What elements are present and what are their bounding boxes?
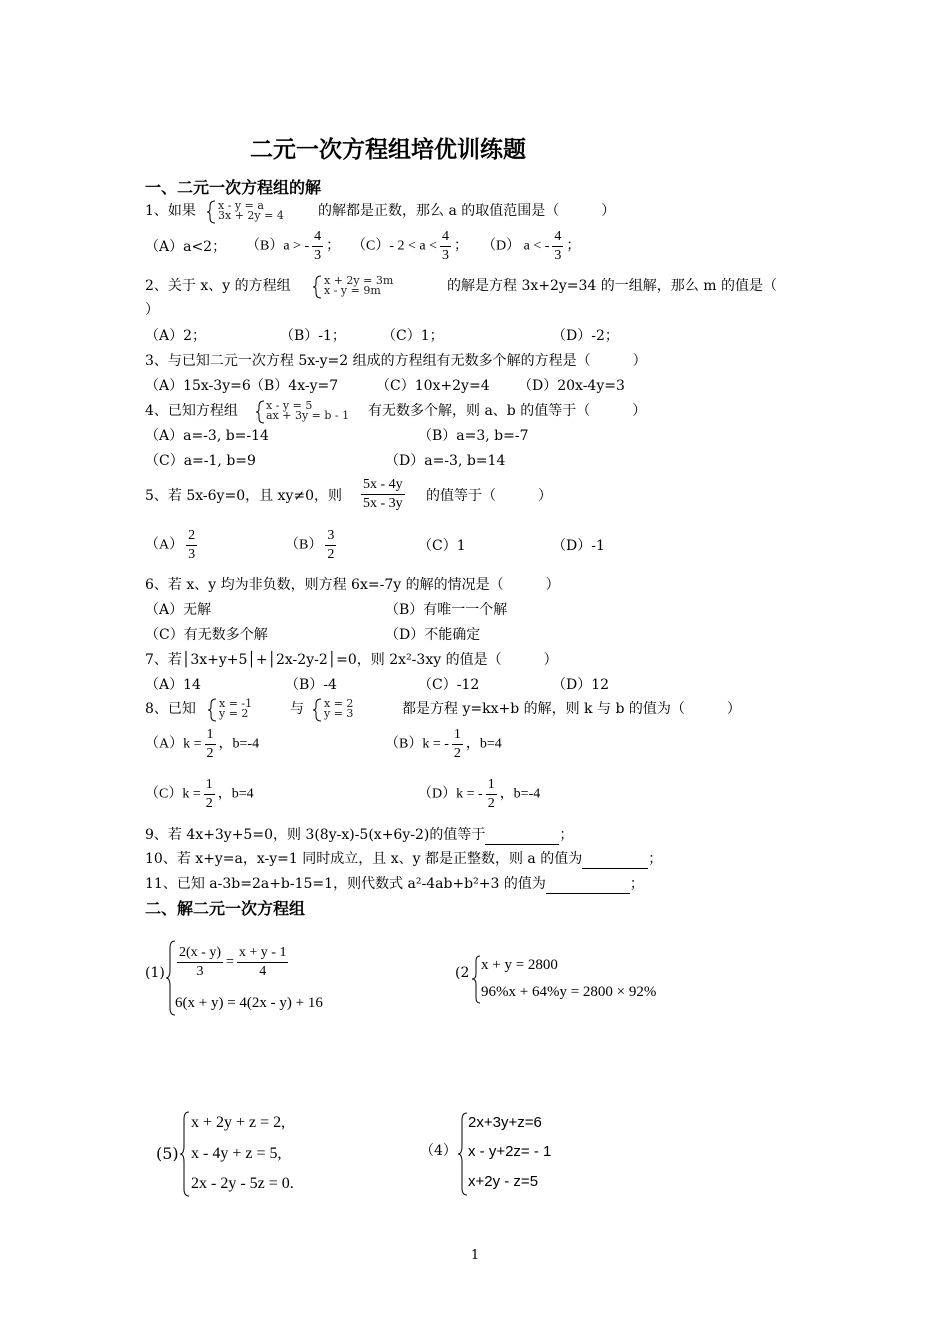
question-6-text: 6、若 x、y 均为非负数，则方程 6x=-7y 的解的情况是（ ） xyxy=(145,577,560,593)
question-5-option-d: （D）-1 xyxy=(552,538,605,554)
question-7-text: 7、若│3x+y+5│+│2x-2y-2│=0，则 2x²-3xy 的值是（ ） xyxy=(145,652,558,668)
question-3-option-d: （D）20x-4y=3 xyxy=(518,378,625,394)
numerator: 4 xyxy=(312,228,323,247)
fraction xyxy=(440,228,451,265)
numerator: 3 xyxy=(325,527,336,546)
option-text: k = xyxy=(183,736,202,752)
question-1-system xyxy=(218,201,284,221)
question-6-option-c: （C）有无数多个解 xyxy=(145,627,268,643)
question-2-option-d: （D）-2； xyxy=(552,328,619,344)
option-text: （D） a < - xyxy=(482,238,550,254)
problem-5-line-3: 2x - 2y - 5z = 0. xyxy=(191,1175,294,1192)
denominator: 2 xyxy=(327,547,335,562)
brace-icon xyxy=(180,1111,190,1197)
question-8-option-b xyxy=(385,726,502,763)
system-line: x + 2y = 3m xyxy=(324,274,394,287)
question-7-option-a: （A）14 xyxy=(145,677,201,693)
option-label: （B） xyxy=(385,736,423,752)
brace-icon xyxy=(313,698,323,722)
question-3-option-c: （C）10x+2y=4 xyxy=(376,378,490,394)
denominator: 3 xyxy=(188,547,196,562)
system-line: x = -1 xyxy=(219,697,253,710)
denominator: 3 xyxy=(442,248,450,263)
numerator: 2(x - y) xyxy=(177,944,223,963)
numerator: 1 xyxy=(205,726,216,745)
option-text: k = - xyxy=(422,736,449,752)
denominator: 4 xyxy=(259,964,267,979)
question-6-option-b: （B）有唯一一个解 xyxy=(385,602,508,618)
system-line: x - y = 9m xyxy=(324,284,381,297)
fraction xyxy=(361,476,405,513)
option-text: ，b=-4 xyxy=(499,786,541,802)
option-text: k = - xyxy=(456,786,483,802)
denominator: 2 xyxy=(206,746,214,761)
question-4-intro: 4、已知方程组 xyxy=(145,403,238,419)
system-line: y = 3 xyxy=(324,707,354,720)
fraction xyxy=(552,228,563,265)
numerator: x + y - 1 xyxy=(237,944,289,963)
answer-blank[interactable] xyxy=(582,850,648,869)
fraction xyxy=(186,527,197,564)
question-11-text: 11、已知 a-3b=2a+b-15=1，则代数式 a²-4ab+b²+3 的值为 xyxy=(145,876,546,892)
question-7-option-c: （C）-12 xyxy=(418,677,480,693)
question-3-option-a: （A）15x-3y=6 xyxy=(145,378,251,394)
option-text: （C）- 2 < a < xyxy=(352,238,438,254)
question-1-text: 的解都是正数，那么 a 的取值范围是（ ） xyxy=(318,203,616,219)
page-title: 二元一次方程组培优训练题 xyxy=(250,137,526,163)
denominator: 2 xyxy=(487,796,495,811)
question-11-end: ； xyxy=(629,876,644,892)
question-5-fraction xyxy=(358,476,408,513)
brace-icon xyxy=(256,400,266,424)
page-number: 1 xyxy=(470,1248,480,1263)
numerator: 1 xyxy=(486,776,497,795)
question-10-text: 10、若 x+y=a，x-y=1 同时成立，且 x、y 都是正整数，则 a 的值为 xyxy=(145,851,583,867)
numerator: 1 xyxy=(452,726,463,745)
option-label: （D） xyxy=(418,786,457,802)
question-2-option-a: （A）2； xyxy=(145,328,207,344)
question-8-system-1 xyxy=(219,699,252,719)
system-line: x - y = 5 xyxy=(266,399,313,412)
fraction xyxy=(312,228,323,265)
problem-5-line-1: x + 2y + z = 2, xyxy=(191,1114,286,1131)
brace-icon xyxy=(458,1112,468,1196)
question-5-option-b xyxy=(285,527,339,564)
separator: ； xyxy=(326,238,341,254)
question-10 xyxy=(145,850,662,869)
question-9 xyxy=(145,826,573,845)
problem-1-line-2: 6(x + y) = 4(2x - y) + 16 xyxy=(175,995,323,1011)
problem-1-line-1 xyxy=(174,944,291,981)
system-line: x - y = a xyxy=(218,199,264,212)
system-line: y = 2 xyxy=(219,707,249,720)
question-3-option-b: （B）4x-y=7 xyxy=(250,378,339,394)
question-2-close: ） xyxy=(145,302,159,318)
option-label: （A） xyxy=(145,537,184,553)
numerator: 1 xyxy=(204,776,215,795)
system-line: ax + 3y = b - 1 xyxy=(266,409,350,422)
fraction xyxy=(237,944,289,981)
problem-1-label: (1) xyxy=(145,965,165,981)
question-1-option-c xyxy=(352,228,468,265)
question-8-option-c xyxy=(145,776,254,813)
question-4-text: 有无数多个解，则 a、b 的值等于（ ） xyxy=(368,403,647,419)
numerator: 4 xyxy=(552,228,563,247)
question-4-option-d: （D）a=-3, b=14 xyxy=(385,453,506,469)
question-1-option-b xyxy=(246,228,340,265)
problem-2-label: (2 xyxy=(455,965,470,981)
question-2-intro: 2、关于 x、y 的方程组 xyxy=(145,278,291,294)
fraction xyxy=(325,527,336,564)
fraction xyxy=(177,944,223,981)
question-2-option-b: （B）-1； xyxy=(280,328,346,344)
question-1-intro: 1、如果 xyxy=(145,203,196,219)
fraction xyxy=(205,726,216,763)
option-text: ，b=-4 xyxy=(218,736,260,752)
problem-2-line-1: x + y = 2800 xyxy=(481,957,558,973)
system-line: 3x + 2y = 4 xyxy=(218,209,284,222)
option-text: （B）a > - xyxy=(246,238,310,254)
denominator: 2 xyxy=(453,746,461,761)
question-8-system-2 xyxy=(324,699,353,719)
numerator: 5x - 4y xyxy=(361,476,405,495)
question-10-end: ； xyxy=(648,851,663,867)
question-8-option-a xyxy=(145,726,259,763)
question-7-option-d: （D）12 xyxy=(552,677,610,693)
option-text: ，b=4 xyxy=(465,736,502,752)
option-label: （C） xyxy=(145,786,183,802)
option-label: （A） xyxy=(145,736,184,752)
question-2-text: 的解是方程 3x+2y=34 的一组解，那么 m 的值是（ xyxy=(447,278,777,294)
question-1-option-d xyxy=(482,228,580,265)
option-label: （B） xyxy=(285,537,323,553)
question-2-option-c: （C）1； xyxy=(382,328,444,344)
fraction xyxy=(452,726,463,763)
question-4-option-c: （C）a=-1, b=9 xyxy=(145,453,256,469)
question-4-option-a: （A）a=-3, b=-14 xyxy=(145,428,269,444)
problem-4-line-3: x+2y - z=5 xyxy=(468,1173,539,1190)
option-text: k = xyxy=(182,786,201,802)
separator: ； xyxy=(566,238,581,254)
question-7-option-b: （B）-4 xyxy=(285,677,337,693)
fraction xyxy=(204,776,215,813)
problem-5-label: (5) xyxy=(156,1144,179,1163)
section-heading-solutions: 一、二元一次方程组的解 xyxy=(145,178,322,197)
question-5-intro: 5、若 5x-6y=0，且 xy≠0，则 xyxy=(145,488,342,504)
question-8-conjunction: 与 xyxy=(290,701,304,717)
brace-icon xyxy=(472,955,481,1005)
question-9-text: 9、若 4x+3y+5=0，则 3(8y-x)-5(x+6y-2)的值等于 xyxy=(145,827,486,843)
brace-icon xyxy=(208,698,218,722)
section-heading-solve: 二、解二元一次方程组 xyxy=(145,899,306,918)
question-5-text: 的值等于（ ） xyxy=(426,488,552,504)
question-6-option-a: （A）无解 xyxy=(145,602,212,618)
denominator: 3 xyxy=(314,248,322,263)
question-3-text: 3、与已知二元一次方程 5x-y=2 组成的方程组有无数多个解的方程是（ ） xyxy=(145,353,647,369)
problem-5-line-2: x - 4y + z = 5, xyxy=(191,1145,282,1162)
separator: ； xyxy=(454,238,469,254)
numerator: 2 xyxy=(186,527,197,546)
question-4-option-b: （B）a=3, b=-7 xyxy=(418,428,529,444)
equals-sign: = xyxy=(226,954,234,970)
denominator: 5x - 3y xyxy=(363,496,403,511)
problem-4-line-2: x - y+2z= - 1 xyxy=(468,1143,552,1160)
brace-icon xyxy=(313,275,323,299)
problem-4-label: （4） xyxy=(420,1143,457,1159)
question-4-system xyxy=(266,401,349,421)
question-8-option-d xyxy=(418,776,540,813)
question-6-option-d: （D）不能确定 xyxy=(385,627,481,643)
question-8-intro: 8、已知 xyxy=(145,701,196,717)
answer-blank[interactable] xyxy=(546,875,630,894)
problem-4-line-1: 2x+3y+z=6 xyxy=(468,1114,542,1131)
option-text: ，b=4 xyxy=(217,786,254,802)
brace-icon xyxy=(207,200,217,224)
problem-2-line-2: 96%x + 64%y = 2800 × 92% xyxy=(481,984,657,1000)
question-11 xyxy=(145,875,644,894)
answer-blank[interactable] xyxy=(485,826,559,845)
system-line: x = 2 xyxy=(324,697,354,710)
fraction xyxy=(486,776,497,813)
question-5-option-a xyxy=(145,527,200,564)
question-8-text: 都是方程 y=kx+b 的解，则 k 与 b 的值为（ ） xyxy=(402,701,741,717)
question-1-option-a: （A）a<2； xyxy=(145,239,227,255)
denominator: 3 xyxy=(554,248,562,263)
question-5-option-c: （C）1 xyxy=(418,538,466,554)
denominator: 2 xyxy=(205,796,213,811)
denominator: 3 xyxy=(196,964,204,979)
numerator: 4 xyxy=(440,228,451,247)
question-9-end: ； xyxy=(559,827,574,843)
question-2-system xyxy=(324,276,393,296)
